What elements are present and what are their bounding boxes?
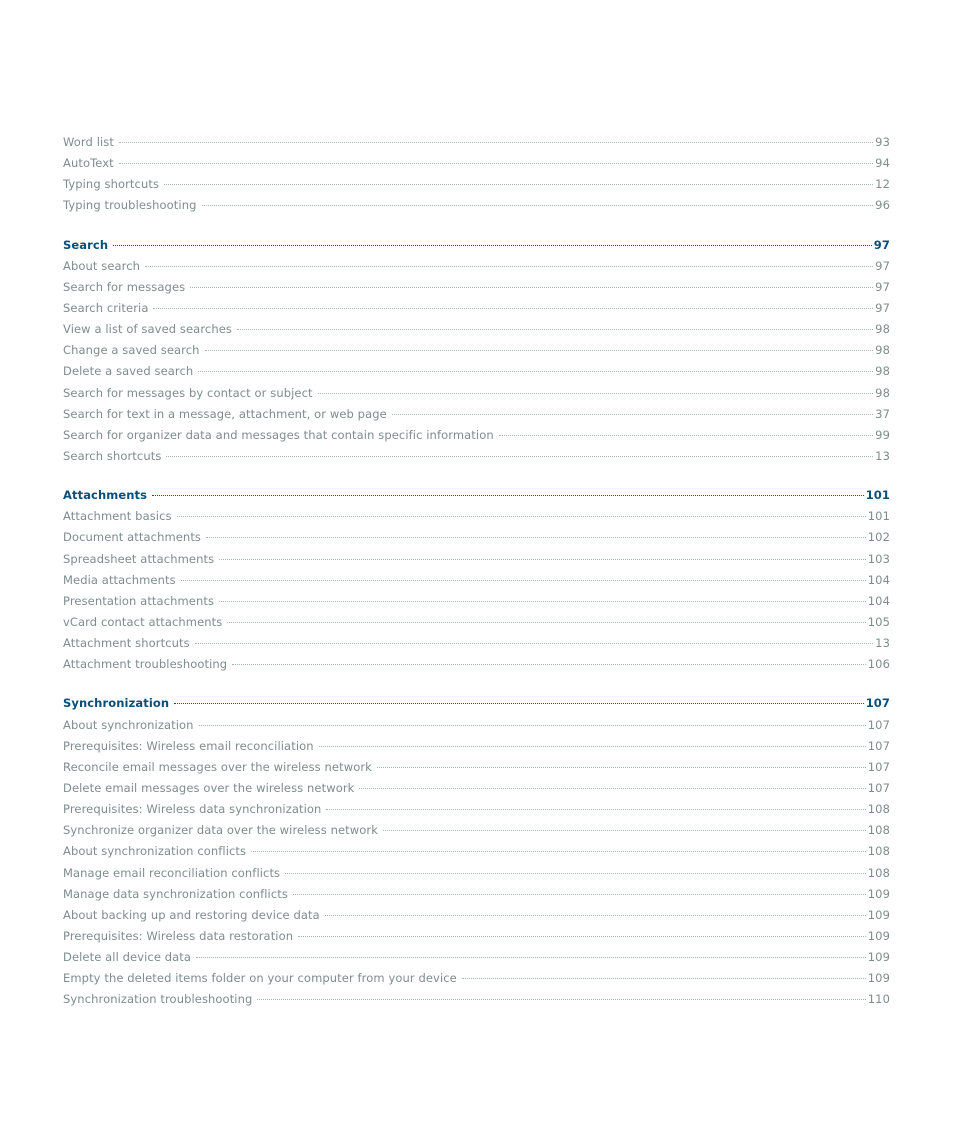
toc-section-page-number: 101	[865, 488, 890, 503]
toc-entry-page-number: 107	[867, 780, 890, 795]
toc-entry-page-number: 97	[875, 258, 890, 273]
toc-entry-label: Word list	[63, 135, 115, 149]
toc-entry[interactable]	[63, 549, 890, 570]
dot-leader	[319, 746, 866, 747]
toc-entry-label: Presentation attachments	[63, 593, 215, 608]
toc-entry-page-number: 107	[867, 717, 890, 732]
toc-entry-page-number: 97	[875, 279, 890, 294]
dot-leader	[190, 287, 873, 288]
dot-leader	[257, 999, 865, 1000]
toc-entry[interactable]	[63, 256, 890, 277]
toc-entry[interactable]	[63, 298, 890, 319]
toc-entry-label: Search for organizer data and messages that contain specific information	[63, 427, 494, 442]
toc-entry[interactable]	[63, 736, 890, 757]
toc-entry-page-number: 107	[867, 738, 890, 753]
dot-leader	[181, 580, 866, 581]
dot-leader	[326, 809, 865, 810]
toc-entry-label: Search shortcuts	[63, 448, 162, 463]
dot-leader	[285, 873, 866, 874]
toc-entry[interactable]	[63, 799, 890, 820]
dot-leader	[219, 559, 866, 560]
toc-section-label: Synchronization	[63, 696, 170, 711]
toc-entry-page-number: 12	[875, 177, 890, 192]
toc-entry-label: Delete all device data	[63, 950, 192, 965]
toc-entry-page-number: 96	[875, 198, 890, 213]
toc-entry[interactable]	[63, 446, 890, 467]
dot-leader	[195, 643, 873, 644]
toc-section-heading[interactable]	[63, 693, 890, 714]
dot-leader	[232, 664, 866, 665]
toc-entry[interactable]	[63, 633, 890, 654]
toc-entry-page-number: 104	[867, 593, 890, 608]
toc-entry-label: Search for messages by contact or subject	[63, 385, 313, 400]
dot-leader	[318, 393, 874, 394]
dot-leader	[499, 435, 873, 436]
toc-entry[interactable]	[63, 654, 890, 675]
toc-section-heading[interactable]	[63, 235, 890, 256]
toc-section-label: Attachments	[63, 488, 148, 503]
toc-entry[interactable]	[63, 383, 890, 404]
toc-entry[interactable]	[63, 989, 890, 1010]
dot-leader	[205, 350, 874, 351]
toc-entry-label: About search	[63, 258, 141, 273]
toc-entry-page-number: 109	[867, 950, 890, 965]
toc-entry-page-number: 108	[867, 865, 890, 880]
toc-entry-label: Synchronize organizer data over the wireless network	[63, 823, 379, 838]
toc-section-page-number: 107	[865, 696, 890, 711]
toc-entry[interactable]	[63, 778, 890, 799]
toc-entry[interactable]	[63, 570, 890, 591]
toc-entry[interactable]	[63, 527, 890, 548]
toc-entry-label: Typing troubleshooting	[63, 198, 197, 213]
toc-entry[interactable]	[63, 277, 890, 298]
dot-leader	[359, 788, 865, 789]
toc-entry-page-number: 109	[867, 886, 890, 901]
toc-entry-page-number: 98	[875, 385, 890, 400]
toc-entry-label: Attachment shortcuts	[63, 636, 190, 651]
toc-entry-label: AutoText	[63, 156, 114, 171]
dot-leader	[219, 601, 866, 602]
dot-leader	[237, 329, 873, 330]
toc-entry-label: Typing shortcuts	[63, 177, 160, 192]
toc-entry[interactable]	[63, 757, 890, 778]
toc-entry-label: Manage email reconciliation conflicts	[63, 865, 281, 880]
toc-entry-label: Search for text in a message, attachment, or web page	[63, 406, 387, 421]
toc-entry[interactable]	[63, 340, 890, 361]
toc-entry-label: Change a saved search	[63, 343, 200, 358]
toc-entry-page-number: 102	[867, 530, 890, 545]
toc-entry-label: Empty the deleted items folder on your computer from your device	[63, 971, 457, 986]
toc-entry-page-number: 108	[867, 802, 890, 817]
toc-entry[interactable]	[63, 926, 890, 947]
dot-leader	[145, 266, 873, 267]
toc-entry-page-number: 98	[875, 322, 890, 337]
dot-leader	[177, 516, 866, 517]
toc-entry-page-number: 104	[867, 572, 890, 587]
toc-entry-page-number: 110	[867, 992, 890, 1007]
toc-entry-label: Attachment troubleshooting	[63, 657, 228, 672]
toc-entry-page-number: 37	[875, 406, 890, 421]
dot-leader	[202, 205, 874, 206]
toc-entry-page-number: 109	[867, 928, 890, 943]
dot-leader	[119, 142, 873, 143]
toc-entry[interactable]	[63, 132, 890, 153]
toc-entry[interactable]	[63, 591, 890, 612]
toc-entry[interactable]	[63, 947, 890, 968]
toc-entry-label: Document attachments	[63, 530, 202, 545]
toc-entry[interactable]	[63, 715, 890, 736]
toc-entry[interactable]	[63, 863, 890, 884]
toc-entry-label: Search for messages	[63, 279, 186, 294]
dot-leader	[298, 936, 866, 937]
dot-leader	[383, 830, 866, 831]
dot-leader	[164, 184, 873, 185]
toc-entry-label: Synchronization troubleshooting	[63, 992, 253, 1007]
dot-leader	[227, 622, 865, 623]
toc-entry[interactable]	[63, 174, 890, 195]
toc-entry-page-number: 108	[867, 823, 890, 838]
dot-leader	[199, 725, 866, 726]
toc-entry[interactable]	[63, 195, 890, 216]
toc-entry[interactable]	[63, 905, 890, 926]
toc-entry-label: Delete a saved search	[63, 364, 194, 379]
toc-entry[interactable]	[63, 319, 890, 340]
toc-entry-page-number: 13	[875, 448, 890, 463]
toc-entry[interactable]	[63, 404, 890, 425]
dot-leader	[196, 957, 866, 958]
toc-section-label: Search	[63, 237, 109, 252]
toc-entry[interactable]	[63, 506, 890, 527]
dot-leader	[119, 163, 873, 164]
toc-entry-label: Manage data synchronization conflicts	[63, 886, 288, 901]
toc-entry-page-number: 106	[867, 657, 890, 672]
toc-entry-label: Prerequisites: Wireless data synchronization	[63, 802, 322, 817]
toc-entry[interactable]	[63, 841, 890, 862]
toc-entry-label: Prerequisites: Wireless data restoration	[63, 928, 294, 943]
toc-section-heading[interactable]	[63, 485, 890, 506]
toc-entry-label: Attachment basics	[63, 509, 172, 524]
toc-entry-label: View a list of saved searches	[63, 322, 232, 337]
toc-entry-page-number: 108	[867, 844, 890, 859]
toc-entry-label: Media attachments	[63, 572, 176, 587]
table-of-contents	[63, 132, 890, 1010]
dot-leader	[198, 371, 873, 372]
toc-entry-label: Prerequisites: Wireless email reconciliation	[63, 738, 314, 753]
dot-leader	[293, 894, 866, 895]
toc-entry-label: Reconcile email messages over the wireless network	[63, 759, 372, 774]
dot-leader	[153, 308, 873, 309]
dot-leader	[174, 703, 864, 704]
toc-entry[interactable]	[63, 820, 890, 841]
dot-leader	[152, 495, 864, 496]
toc-entry-label: Spreadsheet attachments	[63, 551, 215, 566]
toc-entry-page-number: 107	[867, 759, 890, 774]
dot-leader	[392, 414, 873, 415]
toc-entry-label: vCard contact attachments	[63, 614, 223, 629]
toc-entry-label: Delete email messages over the wireless network	[63, 780, 355, 795]
toc-entry[interactable]	[63, 153, 890, 174]
toc-entry-page-number: 109	[867, 907, 890, 922]
toc-entry[interactable]	[63, 425, 890, 446]
toc-entry-page-number: 13	[875, 636, 890, 651]
toc-entry-page-number: 97	[875, 300, 890, 315]
toc-entry-page-number: 98	[875, 364, 890, 379]
toc-entry-page-number: 103	[867, 551, 890, 566]
toc-section-page-number: 97	[873, 237, 890, 252]
dot-leader	[113, 245, 872, 246]
toc-entry-page-number: 98	[875, 343, 890, 358]
toc-entry-label: Search criteria	[63, 300, 149, 315]
dot-leader	[251, 851, 866, 852]
toc-entry-page-number: 105	[867, 614, 890, 629]
toc-entry-page-number: 93	[875, 135, 890, 149]
dot-leader	[462, 978, 866, 979]
toc-entry-label: About synchronization conflicts	[63, 844, 247, 859]
toc-entry[interactable]	[63, 968, 890, 989]
toc-entry-label: About backing up and restoring device data	[63, 907, 320, 922]
toc-entry[interactable]	[63, 361, 890, 382]
toc-entry[interactable]	[63, 884, 890, 905]
toc-entry-page-number: 99	[875, 427, 890, 442]
dot-leader	[206, 537, 866, 538]
toc-entry-page-number: 94	[875, 156, 890, 171]
toc-entry-page-number: 109	[867, 971, 890, 986]
toc-entry-label: About synchronization	[63, 717, 194, 732]
toc-entry-page-number: 101	[867, 509, 890, 524]
toc-entry[interactable]	[63, 612, 890, 633]
dot-leader	[377, 767, 866, 768]
dot-leader	[325, 915, 866, 916]
dot-leader	[166, 456, 873, 457]
